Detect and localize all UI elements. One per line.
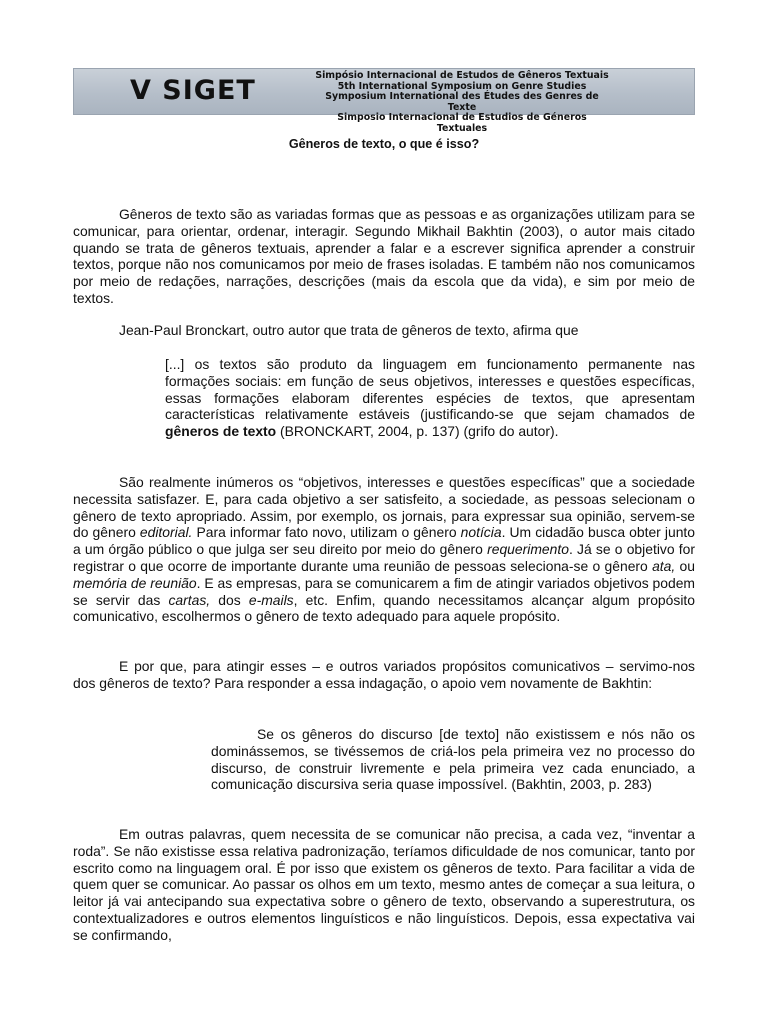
paragraph-1 [73,206,695,307]
italic-term: cartas, [168,591,211,608]
italic-term: requerimento [487,541,569,558]
paragraph-2 [73,322,695,339]
paragraph-3-text: São realmente inúmeros os “objetivos, interesses e questões específicas” que a sociedade necessita satisfazer. E, para cada objetivo a ser satisfeito, a sociedade, as pessoas selecionam o gênero de texto apropriado. Assim, por exemplo, os jornais, para expressar sua opinião, servem-se do gênero [73,474,695,541]
paragraph-5-text: Em outras palavras, quem necessita de se comunicar não precisa, a cada vez, “inventar a roda”. Se não existisse essa relativa padronização, teríamos dificuldade de nos comunicar, tanto por escrito como na linguagem oral. É por isso que existem os gêneros de texto. Para facilitar a vida de quem quer se comunicar. Ao passar os olhos em um texto, mesmo antes de começar a sua leitura, o leitor já vai antecipando sua expectativa sobre o gênero de texto, observando a superestrutura, os contextualizadores e outros elementos linguísticos e não linguísticos. Depois, essa expectativa vai se confirmando, [73,826,695,943]
paragraph-1-text: Gêneros de texto são as variadas formas que as pessoas e as organizações utilizam para se comunicar, para orientar, ordenar, interagir. Segundo Mikhail Bakhtin (2003), o autor mais citado quando se trata de gêneros textuais, aprender a falar e a escrever significa aprender a construir textos, porque não nos comunicamos por meio de frases isoladas. E também não nos comunicamos por meio de redações, narrações, descrições (mais da escola que da vida), e sim por meio de textos. [73,206,695,306]
quote-bold-term: gêneros de texto [165,423,277,440]
italic-term: e-mails [248,591,294,608]
banner-subtitles [312,71,612,135]
paragraph-3-text: . Um cidadão busca obter junto a um órgão público o que julga ser seu direito por meio do gênero [73,524,696,558]
banner-line: Symposium International des Études des Genres de Texte [325,91,599,113]
paragraph-4-text: E por que, para atingir esses – e outros variados propósitos comunicativos – servimo-nos dos gêneros de texto? Para responder a essa indagação, o apoio vem novamente de Bakhtin: [73,658,695,691]
header-banner [73,68,695,134]
italic-term: ata, [652,557,676,574]
paragraph-3-text: . Já se o objetivo for registrar o que ocorre de importante durante uma reunião de pessoas seleciona-se o gênero [73,541,695,574]
italic-term: memória de reunião [73,574,197,591]
paragraph-4 [73,658,695,692]
paragraph-3-text: , etc. Enfim, quando necessitamos alcançar algum propósito comunicativo, escolhermos o gênero de texto adequado para aquele propósito. [73,591,695,625]
paragraph-3-text: . E as empresas, para se comunicarem a fim de atingir variados objetivos podem se servir das [73,574,695,608]
block-quote-bakhtin [211,726,695,793]
banner-line: Simpósio Internacional de Estudos de Gêneros Textuais [315,70,609,81]
paragraph-3-text: Para informar fato novo, utilizam o gênero [192,524,461,541]
paragraph-5 [73,826,695,944]
quote-text: [...] os textos são produto da linguagem em funcionamento permanente nas formações sociais: em função de seus objetivos, interesses e questões específicas, essas formações elaboram diferentes espécies de textos, que apresentam características relativamente estáveis (justificando-se que sejam chamados de [165,356,695,423]
quote-text: Se os gêneros do discurso [de texto] não existissem e nós não os dominássemos, se tivéssemos de criá-los pela primeira vez no processo do discurso, de construir livremente e pela primeira vez cada enunciado, a comunicação discursiva seria quase impossível. (Bakhtin, 2003, p. 283) [211,726,695,793]
paragraph-3 [73,474,695,625]
paragraph-3-text: dos [210,591,249,608]
banner-line: 5th International Symposium on Genre Studies [337,80,587,92]
banner-line: Simposio Internacional de Estudios de Géneros Textuales [337,112,587,134]
paragraph-3-text: ou [675,557,695,574]
document-title: Gêneros de texto, o que é isso? [288,137,480,151]
italic-term: editorial. [139,524,193,541]
quote-citation: (BRONCKART, 2004, p. 137) (grifo do autor). [276,423,559,440]
block-quote-bronckart [165,356,695,440]
banner-title: V SIGET [130,75,256,106]
paragraph-2-text: Jean-Paul Bronckart, outro autor que trata de gêneros de texto, afirma que [119,322,579,338]
italic-term: notícia [460,524,502,541]
